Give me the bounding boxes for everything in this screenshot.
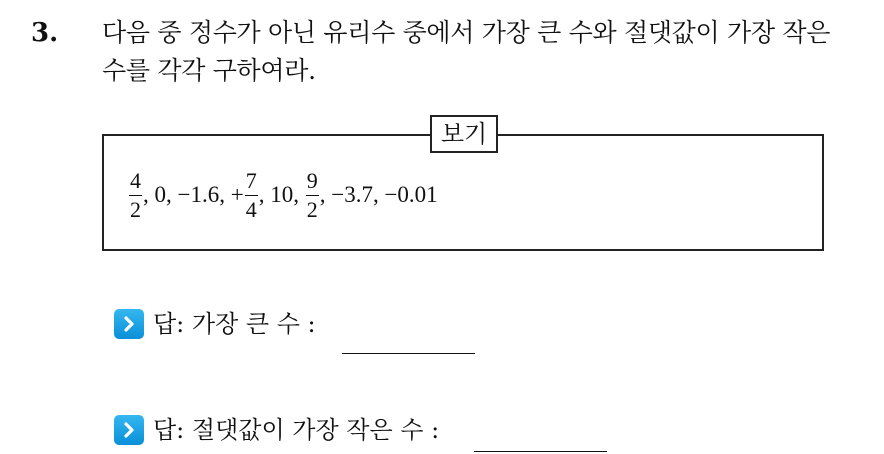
- fraction-denominator: 2: [306, 196, 318, 222]
- question-line-1: 다음 중 정수가 아닌 유리수 중에서 가장 큰 수와 절댓값이 가장 작은: [102, 18, 831, 47]
- fraction-bar: [129, 195, 142, 196]
- separator: ,: [372, 182, 385, 207]
- fraction-bar: [306, 195, 319, 196]
- separator: ,: [258, 182, 271, 207]
- fraction-denominator: 4: [245, 196, 257, 222]
- question-line-2: 수를 각각 구하여라.: [102, 56, 316, 85]
- number-item: −1.6: [177, 182, 220, 207]
- separator: ,: [219, 182, 231, 207]
- number-list: [128, 158, 438, 232]
- number-item: −0.01: [384, 182, 438, 207]
- number-item: −3.7: [331, 182, 373, 207]
- separator: ,: [143, 182, 155, 207]
- separator: ,: [293, 182, 305, 207]
- chevron-right-icon: [114, 309, 144, 339]
- fraction: [306, 168, 319, 223]
- question-text: [102, 14, 872, 90]
- answer-label-smallest-abs: 답: 절댓값이 가장 작은 수 :: [153, 416, 440, 444]
- fraction-numerator: 4: [130, 167, 141, 193]
- answer-row-largest: [114, 308, 316, 340]
- answer-blank-largest[interactable]: [342, 353, 475, 354]
- example-box-title: 보기: [430, 115, 498, 153]
- chevron-right-icon: [114, 415, 144, 445]
- separator: ,: [319, 182, 332, 207]
- fraction: [129, 168, 142, 223]
- number-item: 10: [270, 182, 294, 207]
- answer-label-largest: 답: 가장 큰 수 :: [153, 310, 316, 338]
- answer-row-smallest-abs: [114, 414, 439, 446]
- sign-prefix: +: [230, 182, 244, 207]
- question-number: 3.: [31, 18, 59, 48]
- answer-blank-smallest-abs[interactable]: [474, 451, 607, 452]
- fraction-numerator: 7: [245, 167, 257, 193]
- fraction-denominator: 2: [130, 196, 141, 222]
- number-item: 0: [154, 182, 166, 207]
- fraction: [245, 168, 258, 223]
- fraction-numerator: 9: [306, 167, 318, 193]
- fraction-bar: [245, 195, 258, 196]
- separator: ,: [166, 182, 178, 207]
